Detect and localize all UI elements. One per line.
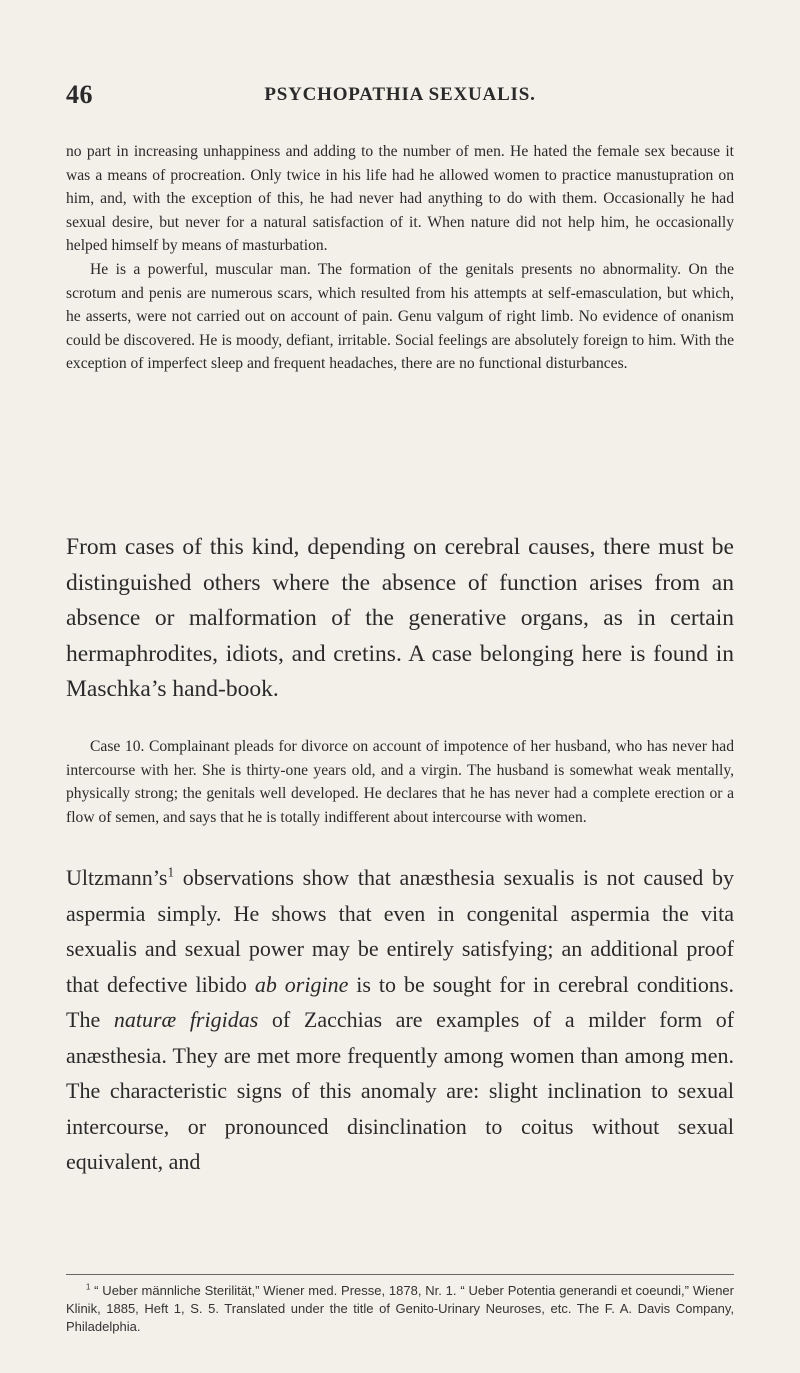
italic-ab-origine: ab origine [254, 971, 349, 997]
footnote-ref[interactable]: 1 [167, 864, 175, 880]
running-head: PSYCHOPATHIA SEXUALIS. [264, 84, 536, 105]
text-run: of Zacchias are examples of a milder form of anæsthesia. They are met more frequently among women than among men. The characteristic signs of this anomaly are: slight inclination to sexual intercourse, or pronounced disinclination to coitus without sexual equivalent, and [66, 1007, 735, 1174]
paragraph-ultzmann [66, 860, 734, 1180]
footnote-body: “ Ueber männliche Sterilität,” Wiener med. Presse, 1878, Nr. 1. “ Ueber Potentia generandi et coeundi,” Wiener Klinik, 1885, Heft 1, S. 5. Translated under the title of Genito-Urinary Neuroses, etc. The F. A. Davis Company, Philadelphia. [66, 1283, 734, 1334]
italic-naturae-frigidas: naturæ frigidas [113, 1007, 259, 1032]
footnote [66, 1282, 734, 1336]
ultzmann-name: Ultzmann’s [66, 865, 168, 890]
case-description [66, 140, 734, 376]
footnote-divider [66, 1274, 734, 1275]
main-text-block-2 [66, 860, 734, 1180]
main-text-block-1 [66, 530, 734, 708]
page-number: 46 [66, 80, 93, 109]
text-run: is to be sought for in cerebral conditions. The [66, 971, 734, 1032]
paragraph-physical-exam: He is a powerful, muscular man. The formation of the genitals presents no abnormality. On the scrotum and penis are numerous scars, which resulted from his attempts at self-emasculation, but which, he asserts, were not carried out on account of pain. Genu valgum of right limb. No evidence of onanism could be discovered. He is moody, defiant, irritable. Social feelings are absolutely foreign to him. With the exception of imperfect sleep and frequent headaches, there are no functional disturbances. [66, 260, 734, 373]
footnote-text [66, 1282, 734, 1336]
paragraph-case-10: Case 10. Complainant pleads for divorce on account of impotence of her husband, who has never had intercourse with her. She is thirty-one years old, and a virgin. The husband is somewhat weak mentally, physically strong; the genitals well developed. He declares that he has never had a complete erection or a flow of semen, and says that he is totally indifferent about intercourse with women. [66, 738, 734, 826]
footnote-marker: 1 [86, 1282, 91, 1292]
paragraph-continuation: no part in increasing unhappiness and adding to the number of men. He hated the female sex because it was a means of procreation. Only twice in his life had he allowed women to practice manustupration on him, and, with the exception of this, he had never had anything to do with them. Occasionally he had sexual desire, but never for a natural satisfaction of it. When nature did not help him, he occasionally helped himself by means of masturbation. [66, 143, 734, 255]
case-10-block [66, 735, 734, 829]
paragraph-distinction: From cases of this kind, depending on cerebral causes, there must be distinguished others where the absence of function arises from an absence or malformation of the generative organs, as in certain hermaphrodites, idiots, and cretins. A case belonging here is found in Maschka’s hand-book. [66, 534, 734, 702]
page-header [66, 80, 734, 110]
text-run: observations show that anæsthesia sexualis is not caused by aspermia simply. He shows that even in congenital aspermia the vita sexualis and sexual power may be entirely satisfying; an additional proof that defective libido [66, 865, 734, 997]
